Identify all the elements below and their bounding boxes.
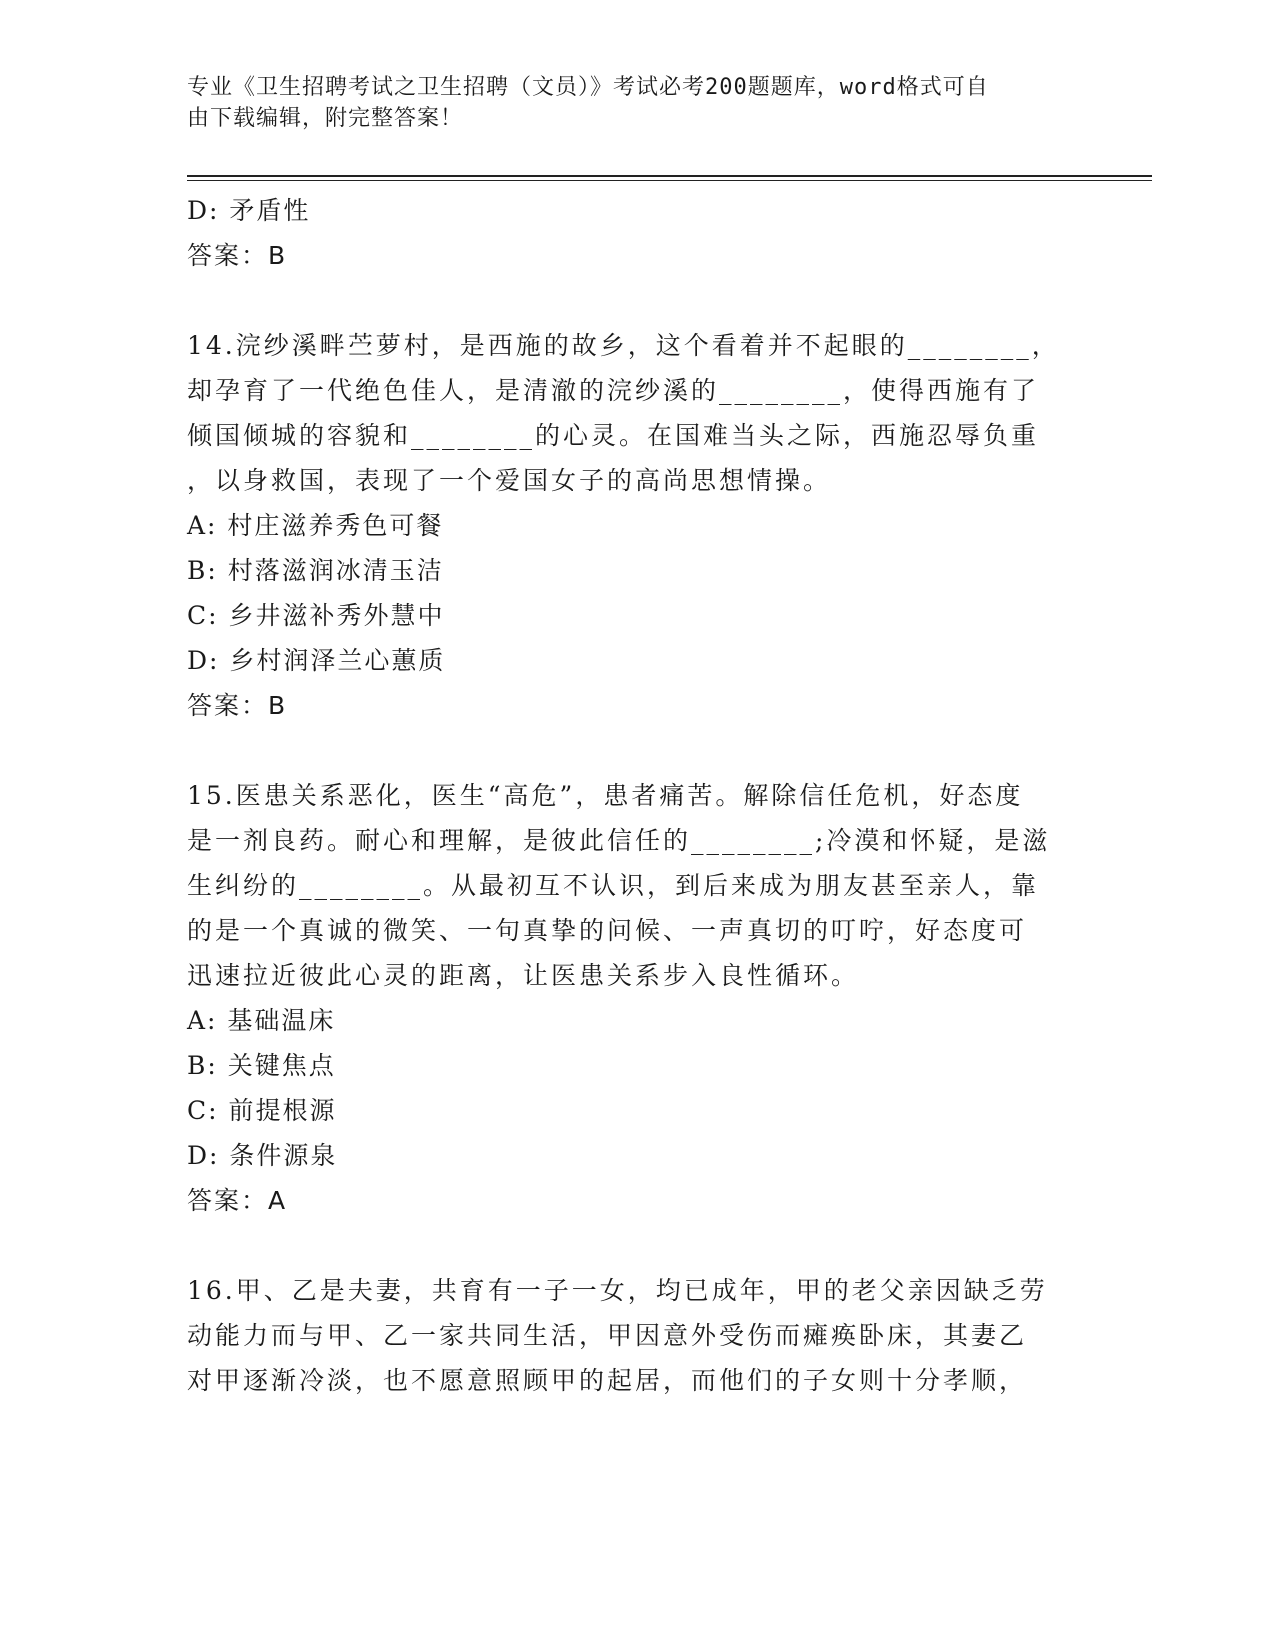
option-b: B: 村落滋润冰清玉洁 [187,556,444,585]
answer-line: 答案：A [187,1186,288,1215]
option-d: D: 乡村润泽兰心蕙质 [187,646,446,675]
header-line-2: 由下载编辑，附完整答案！ [187,106,464,131]
option-b: B: 关键焦点 [187,1051,336,1080]
question-line: 倾国倾城的容貌和________的心灵。在国难当头之际，西施忍辱负重 [187,421,1040,450]
question-14 [187,323,1087,728]
question-line: 生纠纷的________。从最初互不认识，到后来成为朋友甚至亲人，靠 [187,871,1040,900]
option-c: C: 前提根源 [187,1096,337,1125]
question-line: 14.浣纱溪畔苎萝村，是西施的故乡，这个看着并不起眼的________， [187,331,1060,360]
page-header [187,72,1067,134]
spacer [187,278,1087,323]
header-divider-thick [187,175,1152,177]
question-content [187,188,1087,1403]
question-text [187,1268,1087,1403]
question-line: 16.甲、乙是夫妻，共育有一子一女，均已成年，甲的老父亲因缺乏劳 [187,1276,1048,1305]
answer-line: 答案：B [187,241,288,270]
header-divider-thin [187,180,1152,181]
question-text [187,323,1087,503]
option-a: A: 基础温床 [187,1006,336,1035]
question-line: 的是一个真诚的微笑、一句真挚的问候、一声真切的叮咛，好态度可 [187,916,1028,945]
header-line-1: 专业《卫生招聘考试之卫生招聘（文员）》考试必考200题题库，word格式可自 [187,75,989,100]
question-16 [187,1268,1087,1403]
answer-line: 答案：B [187,691,288,720]
question-line: 迅速拉近彼此心灵的距离，让医患关系步入良性循环。 [187,961,860,990]
question-line: ，以身救国，表现了一个爱国女子的高尚思想情操。 [187,466,832,495]
option-d: D: 条件源泉 [187,1141,338,1170]
question-line: 是一剂良药。耐心和理解，是彼此信任的________;冷漠和怀疑，是滋 [187,826,1051,855]
question-line: 却孕育了一代绝色佳人，是清澈的浣纱溪的________，使得西施有了 [187,376,1040,405]
question-15 [187,773,1087,1223]
question-line: 对甲逐渐冷淡，也不愿意照顾甲的起居，而他们的子女则十分孝顺， [187,1366,1028,1395]
spacer [187,1223,1087,1268]
option-a: A: 村庄滋养秀色可餐 [187,511,444,540]
option-c: C: 乡井滋补秀外慧中 [187,601,445,630]
spacer [187,728,1087,773]
question-text [187,773,1087,998]
previous-question [187,188,1087,278]
option-d: D: 矛盾性 [187,196,311,225]
question-line: 动能力而与甲、乙一家共同生活，甲因意外受伤而瘫痪卧床，其妻乙 [187,1321,1028,1350]
question-line: 15.医患关系恶化，医生“高危”，患者痛苦。解除信任危机，好态度 [187,781,1024,810]
